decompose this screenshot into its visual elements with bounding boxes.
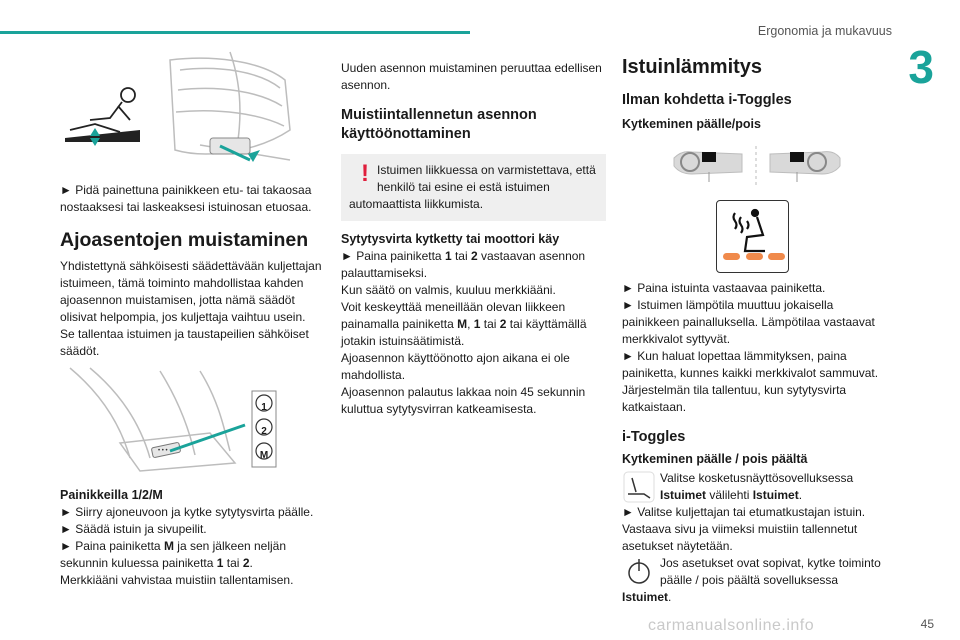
column-left-bottom <box>60 487 322 589</box>
intro-paragraph-2: Se tallentaa istuimen ja taustapeilien sähköiset säädöt. <box>60 327 309 358</box>
led-level-3 <box>768 253 785 260</box>
warning-text-1: Istuimen liikkuessa on varmistettava, että henkilö tai esine ei estä istuimen <box>377 163 596 194</box>
recall-step-2: Kun säätö on valmis, kuuluu merkkiääni. <box>341 283 556 297</box>
memory-button-labels <box>252 396 276 468</box>
recall-step-5: Ajoasennon palautus lakkaa noin 45 sekunnin kuluttua sytytysvirran katkeamisesta. <box>341 385 586 416</box>
itoggles-step-4: Jos asetukset ovat sopivat, kytke toiminto päälle / pois päältä sovelluksessa <box>622 555 892 589</box>
seat-heating-button[interactable] <box>716 200 789 273</box>
watermark: carmanualsonline.info <box>648 617 815 634</box>
heading-seat-heating: Istuinlämmitys <box>622 56 763 78</box>
cancel-note: Uuden asennon muistaminen peruuttaa edellisen asennon. <box>341 61 602 92</box>
section-title: Ergonomia ja mukavuus <box>757 24 892 38</box>
step-1: ► Siirry ajoneuvoon ja kytke sytytysvirta päälle. <box>60 505 314 519</box>
led-level-1 <box>723 253 740 260</box>
step-4: Merkkiääni vahvistaa muistiin tallentamisen. <box>60 573 294 587</box>
power-icon <box>622 555 656 589</box>
itoggles-step-4-end: Istuimet. <box>622 590 672 604</box>
svg-text:• • •: • • • <box>158 448 168 454</box>
seat-heating-location-illustration <box>672 146 842 188</box>
heating-step-2: ► Istuimen lämpötila muuttuu jokaisella painikkeen painalluksella. Lämpötilaa vastaavat merkkivalot syttyvät. <box>622 298 875 346</box>
heating-level-leds <box>723 253 785 261</box>
step-2: ► Säädä istuin ja sivupeilit. <box>60 522 207 536</box>
recall-step-3: Voit keskeyttää meneillään olevan liikkeen painamalla painiketta M, 1 tai 2 tai käyttämällä jotakin istuinsäätimistä. <box>341 300 587 348</box>
itoggles-step-1: Valitse kosketusnäyttösovelluksessa Istuimet välilehti Istuimet. <box>622 470 892 504</box>
warning-box <box>341 154 606 221</box>
heading-memory: Ajoasentojen muistaminen <box>60 229 309 251</box>
subheading-buttons: Painikkeilla 1/2/M <box>60 488 163 502</box>
subheading-onoff: Kytkeminen päälle/pois <box>622 117 761 131</box>
memory-button-1-label: 1 <box>261 402 267 413</box>
warning-text-2: automaattista liikkumista. <box>349 197 484 211</box>
subheading-itoggles: i-Toggles <box>622 429 686 445</box>
subheading-ignition: Sytytysvirta kytketty tai moottori käy <box>341 232 560 246</box>
seat-app-icon <box>622 470 656 504</box>
column-right-body <box>622 280 892 606</box>
seat-cushion-tilt-illustration <box>60 50 300 170</box>
recall-step-4: Ajoasennon käyttöönotto ajon aikana ei ole mahdollista. <box>341 351 570 382</box>
itoggles-step-2: ► Valitse kuljettajan tai etumatkustajan istuin. <box>622 505 866 519</box>
intro-paragraph: Yhdistettynä sähköisesti säädettävään kuljettajan istuimeen, tämä toiminto mahdollistaa kahden ajoasennon muistamisen, jotta nämä säädöt olisivat helpompia, jos kuljettaja vaihtuu usein. <box>60 259 322 324</box>
heating-step-4: Järjestelmän tila tallentuu, kun sytytysvirta katkaistaan. <box>622 383 847 414</box>
led-level-2 <box>746 253 763 260</box>
column-middle <box>341 60 606 418</box>
heating-step-3: ► Kun haluat lopettaa lämmityksen, paina painiketta, kunnes kaikki merkkivalot sammuvat. <box>622 349 879 380</box>
step-3: ► Paina painiketta M ja sen jälkeen neljän sekunnin kuluessa painiketta 1 tai 2. <box>60 539 287 570</box>
instruction-tilt: ► Pidä painettuna painikkeen etu- tai takaosaa nostaaksesi tai laskeaksesi istuinosan etuosaa. <box>60 183 312 214</box>
recall-step-1: ► Paina painiketta 1 tai 2 vastaavan asennon palauttamiseksi. <box>341 249 586 280</box>
heading-recall: Muistiintallennetun asennon käyttöönottaminen <box>341 107 537 142</box>
heating-step-1: ► Paina istuinta vastaavaa painiketta. <box>622 281 826 295</box>
itoggles-step-3: Vastaava sivu ja viimeksi muistiin tallennetut asetukset näytetään. <box>622 522 858 553</box>
column-right <box>622 55 892 133</box>
memory-button-m-label: M <box>259 450 269 461</box>
memory-button-2-label: 2 <box>261 426 267 437</box>
header-accent-bar <box>0 31 470 34</box>
warning-icon: ! <box>361 160 369 187</box>
page-number: 45 <box>920 617 934 631</box>
column-left <box>60 182 322 360</box>
subheading-itoggles-onoff: Kytkeminen päälle / pois päältä <box>622 452 808 466</box>
subheading-no-itoggles: Ilman kohdetta i-Toggles <box>622 92 792 108</box>
chapter-number: 3 <box>908 41 934 93</box>
